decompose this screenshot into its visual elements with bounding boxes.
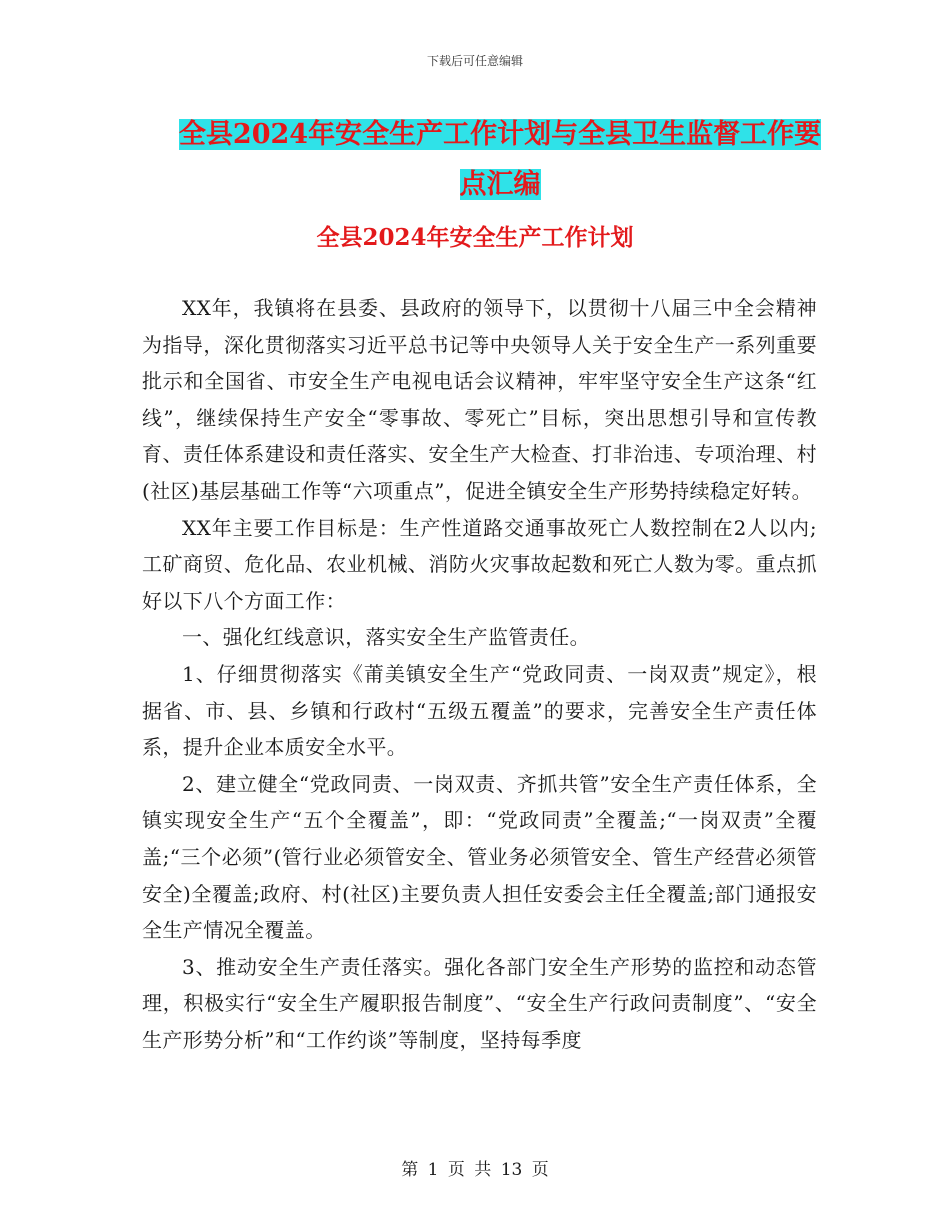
paragraph: XX年，我镇将在县委、县政府的领导下，以贯彻十八届三中全会精神为指导，深化贯彻落实习近平总书记等中央领导人关于安全生产一系列重要批示和全国省、市安全生产电视电话会议精神，牢牢坚守安全生产这条“红线”，继续保持生产安全“零事故、零死亡”目标，突出思想引导和宣传教育、责任体系建设和责任落实、安全生产大检查、打非治违、专项治理、村(社区)基层基础工作等“六项重点”，促进全镇安全生产形势持续稳定好转。 — [142, 296, 817, 503]
document-body — [142, 290, 817, 1058]
paragraph: 1、仔细贯彻落实《莆美镇安全生产“党政同责、一岗双责”规定》，根据省、市、县、乡镇和行政村“五级五覆盖”的要求，完善安全生产责任体系，提升企业本质安全水平。 — [142, 661, 817, 760]
section-title: 全县2024年安全生产工作计划 — [316, 224, 634, 251]
document-title — [140, 110, 860, 210]
page-header-note: 下载后可任意编辑 — [426, 54, 523, 68]
paragraph: 3、推动安全生产责任落实。强化各部门安全生产形势的监控和动态管理，积极实行“安全生产履职报告制度”、“安全生产行政问责制度”、“安全生产形势分析”和“工作约谈”等制度，坚持每季度 — [142, 954, 817, 1052]
paragraph: 2、建立健全“党政同责、一岗双责、齐抓共管”安全生产责任体系，全镇实现安全生产“五个全覆盖”，即：“党政同责”全覆盖;“一岗双责”全覆盖;“三个必须”(管行业必须管安全、管业务必须管安全、管生产经营必须管安全)全覆盖;政府、村(社区)主要负责人担任安委会主任全覆盖;部门通报安全生产情况全覆盖。 — [142, 771, 817, 943]
paragraph: 一、强化红线意识，落实安全生产监管责任。 — [182, 625, 590, 650]
title-line-1: 全县2024年安全生产工作计划与全县卫生监督工作要 — [178, 119, 822, 150]
paragraph: XX年主要工作目标是：生产性道路交通事故死亡人数控制在2人以内;工矿商贸、危化品、农业机械、消防火灾事故起数和死亡人数为零。重点抓好以下八个方面工作： — [142, 515, 817, 613]
title-line-2: 点汇编 — [459, 169, 541, 200]
page-number: 第 1 页 共 13 页 — [401, 1160, 549, 1180]
